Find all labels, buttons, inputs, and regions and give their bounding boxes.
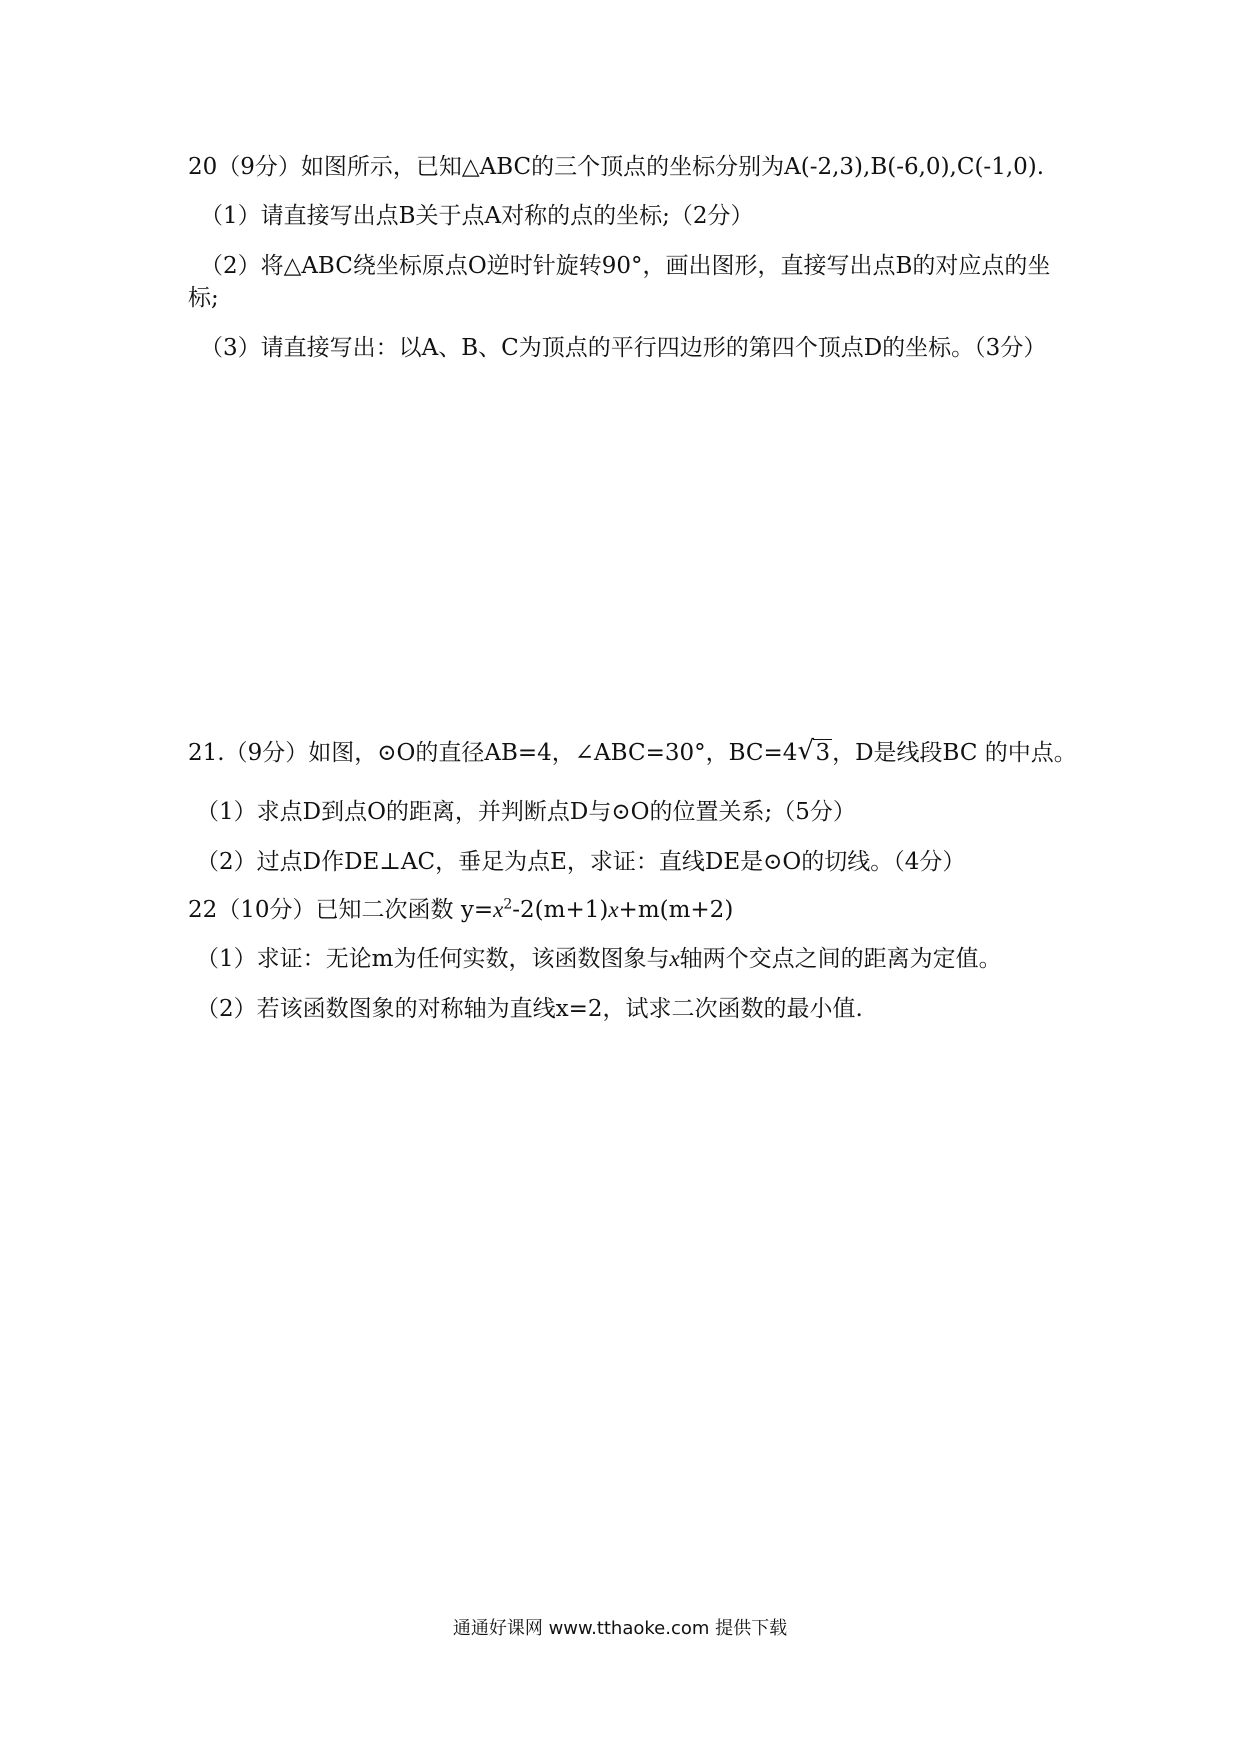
question-21-part-1: （1）求点D到点O的距离，并判断点D与⊙O的位置关系;（5分）	[196, 799, 856, 825]
radical-sign: √	[797, 736, 815, 766]
question-22-stem	[188, 895, 733, 925]
page-footer: 通通好课网 www.tthaoke.com 提供下载	[452, 1618, 788, 1639]
question-22-part-1	[196, 944, 1002, 974]
variable-x: x	[669, 946, 680, 971]
question-22-stem-tail: +m(m+2)	[618, 897, 734, 923]
radicand: 3	[815, 740, 831, 766]
variable-x: x	[608, 897, 619, 922]
question-20-stem: 20（9分）如图所示，已知△ABC的三个顶点的坐标分别为A(-2,3),B(-6,0),C(-1,0).	[188, 154, 1045, 180]
question-20-part-2-continued: 标;	[188, 285, 219, 311]
question-20-part-2: （2）将△ABC绕坐标原点O逆时针旋转90°，画出图形，直接写出点B的对应点的坐	[200, 253, 1051, 279]
question-22-stem-mid: -2(m+1)	[512, 897, 609, 923]
question-22-stem-text: 22（10分）已知二次函数 y=	[188, 897, 494, 923]
question-21-stem	[188, 738, 1077, 768]
question-20-part-3: （3）请直接写出：以A、B、C为顶点的平行四边形的第四个顶点D的坐标。（3分）	[200, 335, 1047, 361]
question-22-part-1-text: （1）求证：无论m为任何实数，该函数图象与	[196, 946, 670, 972]
question-22-part-2: （2）若该函数图象的对称轴为直线x=2，试求二次函数的最小值.	[196, 996, 863, 1022]
question-22-part-1-tail: 轴两个交点之间的距离为定值。	[679, 946, 1002, 972]
question-21-stem-text: 21.（9分）如图，⊙O的直径AB=4，∠ABC=30°，BC=4	[188, 740, 798, 766]
exponent: 2	[503, 896, 513, 913]
question-21-part-2: （2）过点D作DE⊥AC，垂足为点E，求证：直线DE是⊙O的切线。（4分）	[196, 849, 966, 875]
question-21-stem-tail: ，D是线段BC 的中点。	[832, 740, 1077, 766]
question-20-part-1: （1）请直接写出点B关于点A对称的点的坐标;（2分）	[200, 203, 754, 229]
variable-x: x	[493, 897, 504, 922]
sqrt-expression	[797, 738, 832, 768]
